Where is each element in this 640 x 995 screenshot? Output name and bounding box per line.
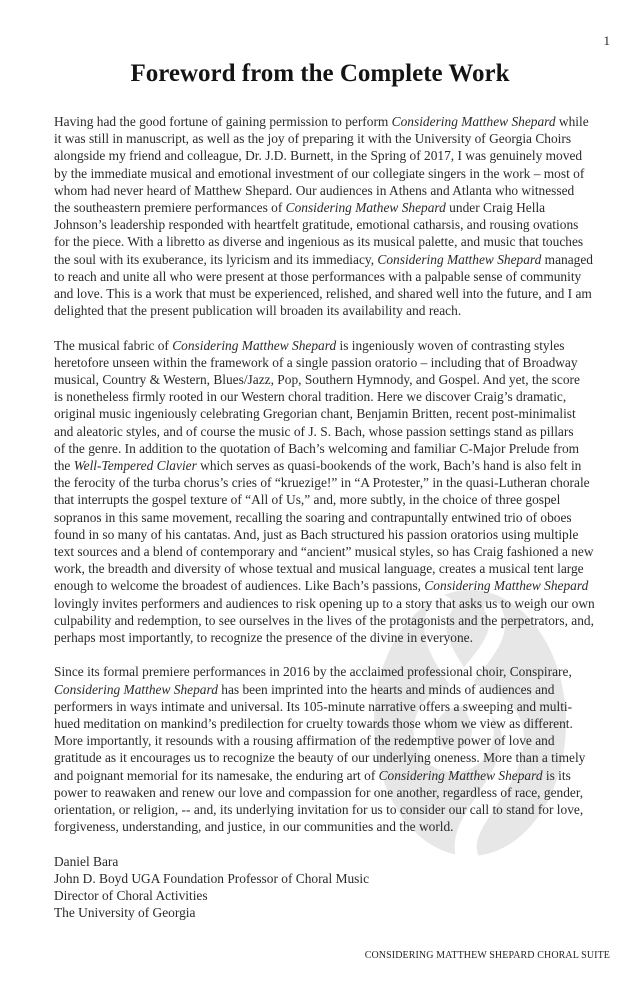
- text-line: hued meditation on mankind’s predilection for cruelty towards those whom we view as different.: [54, 716, 573, 732]
- text-line: forgiveness, understanding, and justice, in our communities and the world.: [54, 819, 454, 835]
- text-line: enough to welcome the broadest of audiences. Like Bach’s passions, Considering Matthew Shepard: [54, 578, 589, 594]
- italic-title: Considering Matthew Shepard: [391, 114, 556, 129]
- italic-title: Well-Tempered Clavier: [73, 458, 197, 474]
- text-line: of the genre. In addition to the quotation of Bach’s welcoming and familiar C-Major Prelude from: [54, 440, 580, 456]
- text-line: the soul with its exuberance, its lyricism and its immediacy, Considering Matthew Shepard managed: [54, 251, 594, 267]
- signature-block: [54, 853, 614, 922]
- text-line: found in so many of his cantatas. And, just as Bach structured his passion oratorios using multiple: [54, 526, 579, 542]
- text-line: The musical fabric of Considering Matthew Shepard is ingeniously woven of contrasting styles: [54, 337, 565, 353]
- signature-position: Director of Choral Activities: [54, 888, 208, 904]
- text-line: sopranos in this same movement, recalling the soaring and contrapuntally entwined trio of oboes: [54, 509, 572, 525]
- signature-title: John D. Boyd UGA Foundation Professor of Choral Music: [54, 870, 370, 886]
- signature-name: Daniel Bara: [54, 853, 119, 869]
- text-line: musical, Country & Western, Blues/Jazz, Pop, Southern Hymnody, and Gospel. And yet, the score: [54, 372, 580, 388]
- paragraph: [54, 337, 614, 647]
- italic-title: Considering Matthew Shepard: [377, 251, 542, 267]
- text-line: the ferocity of the turba chorus’s cries of “kruezige!” in “A Protester,” in the quasi-Lutheran chorale: [54, 475, 590, 491]
- text-line: Considering Matthew Shepard has been imprinted into the hearts and minds of audiences and: [54, 681, 555, 697]
- text-line: by the immediate musical and emotional investment of our collegiate singers in the work – most of: [54, 165, 585, 181]
- text-line: performers in ways intimate and universal. Its 105-minute narrative offers a sweeping and multi-: [54, 698, 573, 714]
- page-number: 1: [603, 33, 610, 48]
- text-line: delighted that the present publication will broaden its availability and reach.: [54, 303, 462, 319]
- text-line: Having had the good fortune of gaining permission to perform Considering Matthew Shepard while: [54, 114, 589, 129]
- text-line: to reach and unite all who were present at those performances with a palpable sense of community: [54, 268, 582, 284]
- text-line: original music ingeniously celebrating Gregorian chant, Benjamin Britten, recent post-minimalist: [54, 406, 576, 422]
- text-line: and love. This is a work that must be experienced, relished, and shared well into the future, and I am: [54, 286, 592, 302]
- text-line: More importantly, it resounds with a rousing affirmation of the redemptive power of love and: [54, 733, 555, 749]
- text-line: that interrupts the gospel texture of “All of Us,” and, more subtly, in the choice of three gospel: [54, 492, 561, 508]
- text-line: it was still in manuscript, as well as the joy of preparing it with the University of Georgia Choirs: [54, 131, 572, 147]
- italic-title: Considering Matthew Shepard: [424, 578, 589, 594]
- text-line: gratitude as it encourages us to recognize the beauty of our underlying oneness. More than a timely: [54, 750, 586, 766]
- text-line: Since its formal premiere performances in 2016 by the acclaimed professional choir, Conspirare,: [54, 664, 572, 680]
- text-line: for the piece. With a libretto as diverse and ingenious as its musical palette, and music that touches: [54, 234, 584, 250]
- paragraph: [54, 113, 614, 319]
- text-line: lovingly invites performers and audiences to risk opening up to a story that asks us to weigh our own: [54, 595, 595, 611]
- text-line: and aleatoric styles, and of course the music of J. S. Bach, whose passion settings stand as pillars: [54, 423, 574, 439]
- text-line: and poignant memorial for its namesake, the enduring art of Considering Matthew Shepard is its: [54, 767, 571, 783]
- italic-title: Considering Matthew Shepard: [378, 767, 543, 783]
- signature-institution: The University of Georgia: [54, 905, 196, 921]
- text-line: culpability and redemption, to see ourselves in the lives of the protagonists and the perpetrators, and,: [54, 612, 594, 628]
- text-line: work, the breadth and diversity of whose textual and musical language, creates a musical tent large: [54, 561, 584, 577]
- text-line: text sources and a blend of contemporary and “ancient” musical styles, so has Craig fashioned a new: [54, 544, 594, 560]
- italic-title: Considering Matthew Shepard: [54, 681, 218, 697]
- foreword-body: [54, 113, 614, 922]
- text-line: is nonetheless firmly rooted in our Western choral tradition. Here we discover Craig’s dramatic,: [54, 389, 567, 405]
- text-line: orientation, or religion, -- and, its underlying invitation for us to consider our call to stand for love,: [54, 802, 584, 818]
- foreword-paragraphs: [54, 113, 614, 836]
- text-line: the Well-Tempered Clavier which serves as quasi-bookends of the work, Bach’s hand is also felt in: [54, 458, 582, 474]
- text-line: perhaps most importantly, to recognize the presence of the divine in everyone.: [54, 630, 473, 646]
- page-title: Foreword from the Complete Work: [130, 60, 510, 87]
- paragraph: [54, 663, 614, 835]
- italic-title: Considering Mathew Shepard: [285, 200, 446, 216]
- text-line: heretofore unseen within the framework of a single passion oratorio – including that of Broadway: [54, 354, 578, 370]
- running-footer: CONSIDERING MATTHEW SHEPARD CHORAL SUITE: [364, 950, 610, 961]
- text-line: the southeastern premiere performances of Considering Mathew Shepard under Craig Hella: [54, 200, 546, 216]
- italic-title: Considering Matthew Shepard: [172, 337, 337, 353]
- text-line: whom had never heard of Matthew Shepard. Our audiences in Athens and Atlanta who witnessed: [54, 182, 575, 198]
- text-line: alongside my friend and colleague, Dr. J.D. Burnett, in the Spring of 2017, I was genuinely moved: [54, 148, 583, 164]
- text-line: Johnson’s leadership responded with heartfelt gratitude, emotional catharsis, and rousing ovations: [54, 217, 579, 233]
- text-line: power to reawaken and renew our love and compassion for one another, regardless of race, gender,: [54, 784, 584, 800]
